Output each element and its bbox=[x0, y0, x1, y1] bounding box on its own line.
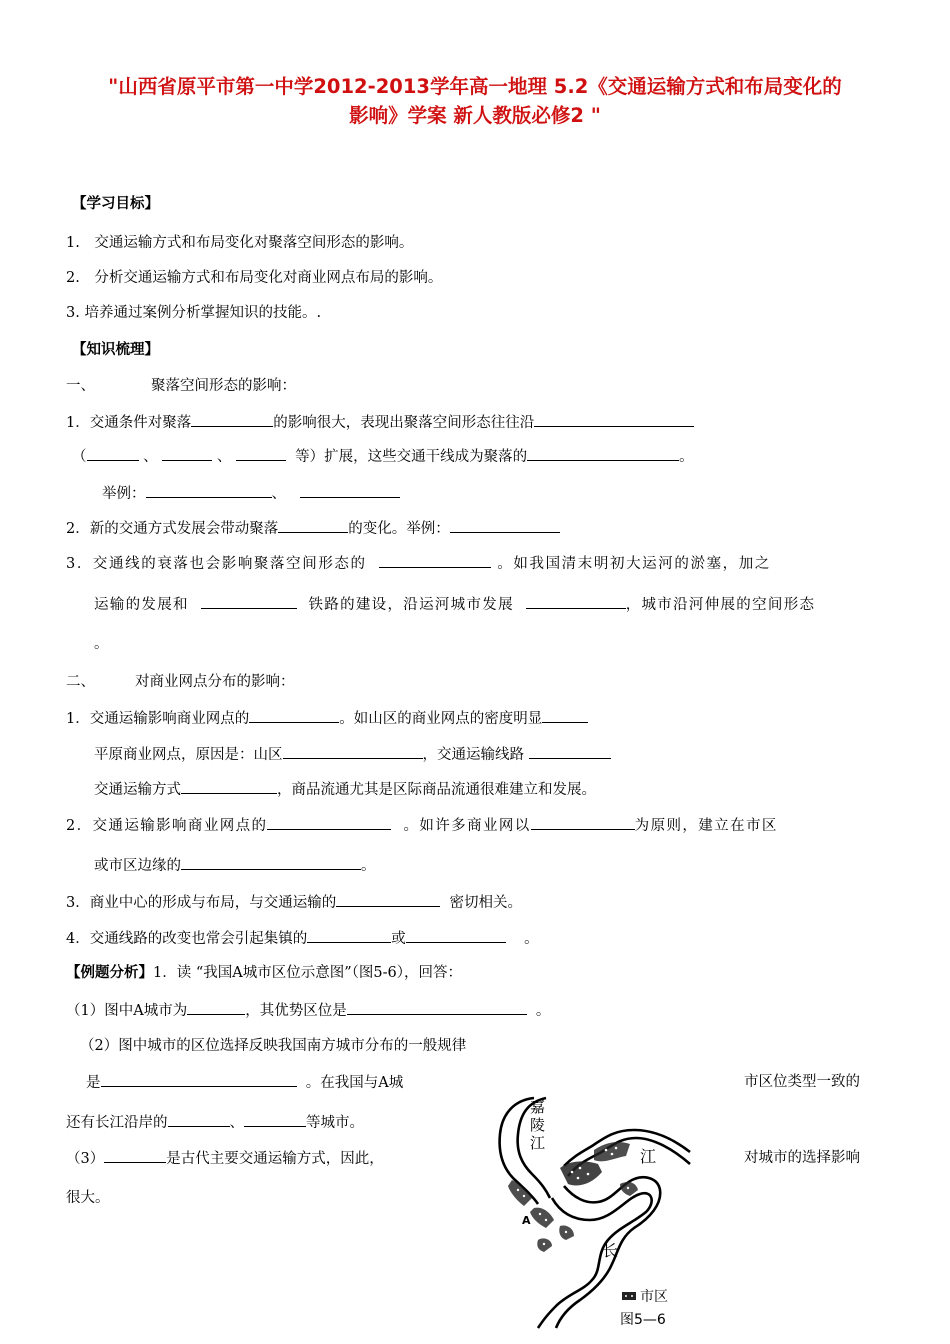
text: 的影响很大，表现出聚落空间形态往往沿 bbox=[273, 415, 535, 431]
objective-1: 1. 交通运输方式和布局变化对聚落空间形态的影响。 bbox=[66, 235, 414, 251]
answer-blank[interactable] bbox=[336, 892, 440, 907]
answer-blank[interactable] bbox=[191, 412, 273, 427]
text: 、 bbox=[216, 449, 232, 465]
question-2-3 bbox=[66, 892, 522, 913]
answer-blank[interactable] bbox=[236, 446, 286, 461]
map-label-chang: 长 bbox=[602, 1241, 619, 1260]
answer-blank[interactable] bbox=[244, 1112, 306, 1127]
text: 。 bbox=[679, 449, 694, 465]
text: 密切相关。 bbox=[449, 895, 522, 911]
answer-blank[interactable] bbox=[162, 446, 212, 461]
text: 1．交通运输影响商业网点的 bbox=[66, 711, 250, 727]
text: 、 bbox=[143, 449, 158, 465]
yangtze-river-bank bbox=[538, 1193, 652, 1328]
example-q3-right: 对城市的选择影响 bbox=[744, 1150, 860, 1166]
text: 。如许多商业网以 bbox=[403, 818, 531, 834]
question-2-2-cont bbox=[94, 855, 376, 876]
text: （3） bbox=[66, 1151, 105, 1167]
text: 是 bbox=[86, 1075, 101, 1091]
question-2-1-cont bbox=[94, 744, 611, 765]
section-2-heading bbox=[66, 672, 295, 692]
example-q3 bbox=[66, 1148, 384, 1169]
question-2-4 bbox=[66, 928, 539, 949]
text: 。 bbox=[535, 1003, 551, 1019]
text: 运输的发展和 bbox=[94, 597, 189, 613]
answer-blank[interactable] bbox=[534, 412, 694, 427]
answer-blank[interactable] bbox=[526, 594, 626, 609]
answer-blank[interactable] bbox=[406, 928, 506, 943]
example-q2: （2）图中城市的区位选择反映我国南方城市分布的一般规律 bbox=[80, 1038, 467, 1054]
knowledge-heading: 【知识梳理】 bbox=[72, 342, 159, 358]
question-1-3-end: 。 bbox=[94, 636, 109, 652]
answer-blank[interactable] bbox=[87, 446, 139, 461]
answer-blank[interactable] bbox=[181, 779, 277, 794]
title-line-2: 影响》学案 新人教版必修2 " bbox=[349, 104, 601, 127]
question-1-1 bbox=[66, 412, 694, 433]
section-2-title: 对商业网点分布的影响： bbox=[135, 674, 295, 690]
text: 等）扩展，这些交通干线成为聚落的 bbox=[295, 449, 528, 465]
text: 平原商业网点，原因是：山区 bbox=[94, 747, 283, 763]
answer-blank[interactable] bbox=[101, 1072, 297, 1087]
answer-blank[interactable] bbox=[168, 1112, 230, 1127]
example-q2-cont-right: 市区位类型一致的 bbox=[744, 1074, 860, 1090]
map-label-jialing-2: 陵 bbox=[530, 1116, 546, 1134]
question-2-2 bbox=[66, 815, 778, 836]
answer-blank[interactable] bbox=[307, 928, 391, 943]
text: 或 bbox=[391, 931, 406, 947]
answer-blank[interactable] bbox=[283, 744, 423, 759]
section-1-heading bbox=[66, 376, 296, 396]
answer-blank[interactable] bbox=[527, 446, 679, 461]
example-q2-cont bbox=[86, 1072, 403, 1093]
question-1-1-cont bbox=[72, 446, 694, 467]
map-label-jiang: 江 bbox=[640, 1147, 657, 1166]
question-2-1 bbox=[66, 708, 588, 729]
question-2-1-cont2 bbox=[94, 779, 596, 800]
text: （ bbox=[72, 449, 87, 465]
objective-2: 2. 分析交通运输方式和布局变化对商业网点布局的影响。 bbox=[66, 270, 443, 286]
text: 3．交通线的衰落也会影响聚落空间形态的 bbox=[66, 556, 367, 572]
text: 、 bbox=[229, 1115, 244, 1131]
objective-3: 3. 培养通过案例分析掌握知识的技能。. bbox=[66, 305, 322, 321]
text: 举例： bbox=[102, 486, 146, 502]
answer-blank[interactable] bbox=[542, 708, 588, 723]
text: 铁路的建设，沿运河城市发展 bbox=[308, 597, 514, 613]
title-line-1: "山西省原平市第一中学2012-2013学年高一地理 5.2《交通运输方式和布局变化的 bbox=[108, 75, 842, 98]
text: 1．交通条件对聚落 bbox=[66, 415, 192, 431]
text: ，城市沿河伸展的空间形态 bbox=[625, 597, 816, 613]
answer-blank[interactable] bbox=[249, 708, 339, 723]
example-intro bbox=[66, 963, 462, 983]
text: 的变化。举例： bbox=[348, 521, 450, 537]
answer-blank[interactable] bbox=[347, 1000, 527, 1015]
answer-blank[interactable] bbox=[450, 518, 560, 533]
text: ，其优势区位是 bbox=[245, 1003, 347, 1019]
question-1-1-example bbox=[102, 483, 400, 504]
text: 。 bbox=[361, 858, 376, 874]
map-caption: 图5—6 bbox=[620, 1312, 666, 1328]
text: 还有长江沿岸的 bbox=[66, 1115, 168, 1131]
text: 4．交通线路的改变也常会引起集镇的 bbox=[66, 931, 308, 947]
text: 2．交通运输影响商业网点的 bbox=[66, 818, 268, 834]
city-location-map bbox=[494, 1094, 694, 1330]
example-q2-cont2 bbox=[66, 1112, 364, 1133]
question-1-2 bbox=[66, 518, 560, 539]
question-1-3 bbox=[66, 553, 771, 574]
example-q1 bbox=[66, 1000, 550, 1021]
map-label-jialing-3: 江 bbox=[530, 1134, 546, 1152]
text: 。在我国与A城 bbox=[305, 1075, 404, 1091]
example-q3-end: 很大。 bbox=[66, 1190, 110, 1206]
text: 1．读 “我国A城市区位示意图”（图5-6），回答： bbox=[153, 965, 462, 981]
question-1-3-cont bbox=[94, 594, 815, 615]
map-label-jialing-1: 嘉 bbox=[530, 1098, 546, 1116]
text: 是古代主要交通运输方式，因此， bbox=[166, 1151, 384, 1167]
legend-urban-swatch bbox=[622, 1292, 636, 1300]
answer-blank[interactable] bbox=[104, 1148, 166, 1163]
answer-blank[interactable] bbox=[278, 518, 348, 533]
section-1-title: 聚落空间形态的影响： bbox=[151, 378, 296, 394]
text: 。如山区的商业网点的密度明显 bbox=[339, 711, 543, 727]
document-title bbox=[40, 72, 910, 130]
section-2-number: 二、 bbox=[66, 674, 95, 690]
text: ，交通运输线路 bbox=[422, 747, 524, 763]
answer-blank[interactable] bbox=[146, 483, 272, 498]
answer-blank[interactable] bbox=[267, 815, 391, 830]
map-label-city-a: A bbox=[522, 1214, 531, 1227]
text: 为原则，建立在市区 bbox=[634, 818, 778, 834]
text: （1）图中A城市为 bbox=[66, 1003, 188, 1019]
text: 、 bbox=[271, 486, 286, 502]
answer-blank[interactable] bbox=[531, 815, 635, 830]
map-legend-urban: 市区 bbox=[640, 1289, 668, 1305]
text: 。如我国清末明初大运河的淤塞，加之 bbox=[497, 556, 771, 572]
text: 等城市。 bbox=[306, 1115, 364, 1131]
answer-blank[interactable] bbox=[300, 483, 400, 498]
example-heading: 【例题分析】 bbox=[66, 965, 153, 981]
text: 2．新的交通方式发展会带动聚落 bbox=[66, 521, 279, 537]
text: 或市区边缘的 bbox=[94, 858, 181, 874]
text: 3．商业中心的形成与布局，与交通运输的 bbox=[66, 895, 337, 911]
answer-blank[interactable] bbox=[181, 855, 361, 870]
section-1-number: 一、 bbox=[66, 378, 95, 394]
text: ，商品流通尤其是区际商品流通很难建立和发展。 bbox=[277, 782, 596, 798]
text: 。 bbox=[524, 931, 539, 947]
answer-blank[interactable] bbox=[529, 744, 611, 759]
text: 交通运输方式 bbox=[94, 782, 181, 798]
objectives-heading: 【学习目标】 bbox=[72, 196, 159, 212]
answer-blank[interactable] bbox=[187, 1000, 245, 1015]
answer-blank[interactable] bbox=[201, 594, 297, 609]
answer-blank[interactable] bbox=[379, 553, 491, 568]
